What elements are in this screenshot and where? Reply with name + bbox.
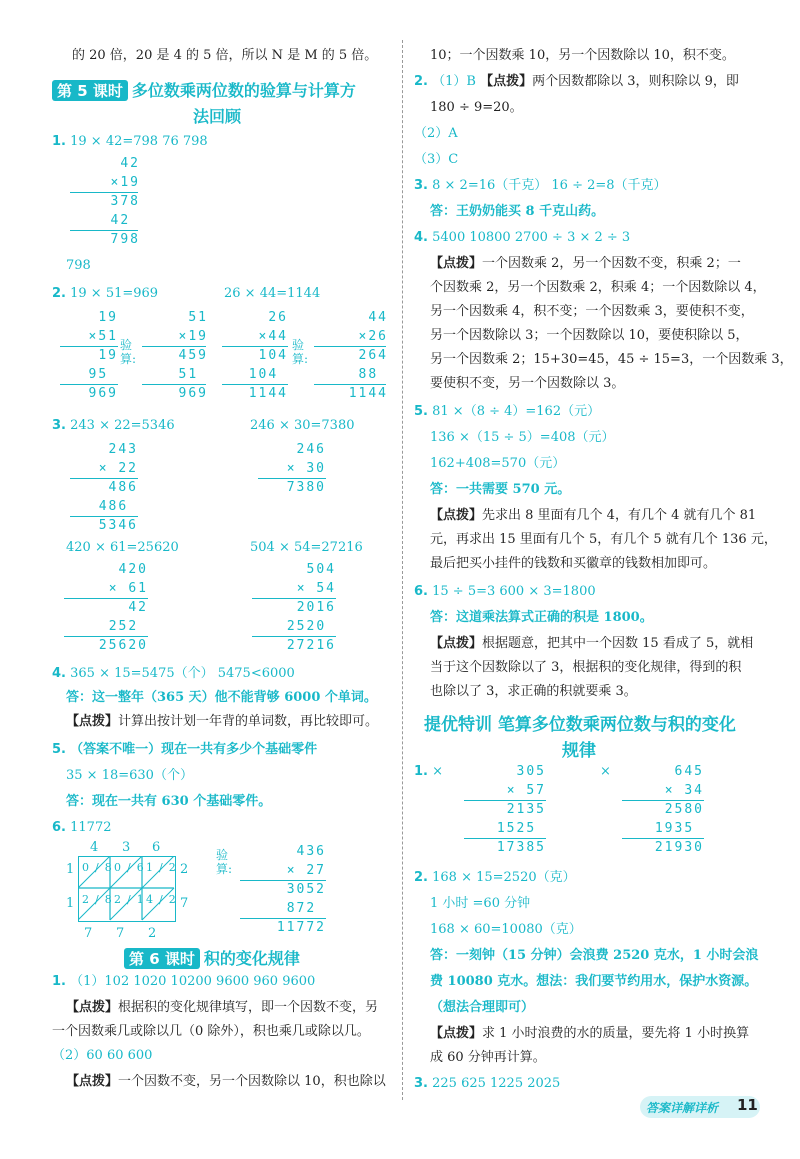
q5-calc: 35 × 18=630（个） <box>66 768 193 783</box>
text-line: 要使积不变，另一个因数除以 3。 <box>430 376 625 391</box>
t2-b: 1 小时 =60 分钟 <box>430 896 531 911</box>
t2-tip: 【点拨】求 1 小时浪费的水的质量，要先将 1 小时换算 <box>430 1026 750 1041</box>
q3: 3. 8 × 2=16（千克） 16 ÷ 2=8（千克） <box>414 178 667 193</box>
t1-mark-b: × <box>600 764 611 779</box>
q6-calc: 436 × 27 3052 872 11772 <box>276 844 326 935</box>
q5-answer: 答：一共需要 570 元。 <box>430 482 571 497</box>
q5-answer: 答：现在一共有 630 个基础零件。 <box>66 794 272 809</box>
text-line: 另一个因数除以 3；一个因数除以 10，要使积除以 5， <box>430 328 749 343</box>
q3-calc-a: 243 × 22 486 486 5346 <box>98 442 138 533</box>
t1: 1. × <box>414 764 444 779</box>
text-line: 个因数乘 2，另一个因数乘 2，积乘 4；一个因数除以 4， <box>430 280 766 295</box>
verify-label: 验算: <box>292 338 309 366</box>
q3-calc-d: 504 × 54 2016 2520 27216 <box>286 562 336 653</box>
q6-tip: 【点拨】根据题意，把其中一个因数 15 看成了 5，就相 <box>430 636 754 651</box>
q2-calc-a: 19 ×51 19 95 969 <box>88 310 118 401</box>
t1-calc-a: 305 × 57 2135 1525 17385 <box>496 764 546 855</box>
q2-3: （3）C <box>414 152 459 167</box>
s6-q1: 1. （1）102 1020 10200 9600 960 9600 <box>52 974 316 989</box>
q3-d: 504 × 54=27216 <box>250 540 363 555</box>
section-6-title: 第 6 课时 积的变化规律 <box>124 946 300 969</box>
t2-c: 168 × 60=10080（克） <box>430 922 582 937</box>
section-title-advanced-cont: 规律 <box>562 741 596 761</box>
q6-answer: 答：这道乘法算式正确的积是 1800。 <box>430 610 653 625</box>
q4-answer: 答：这一整年（365 天）他不能背够 6000 个单词。 <box>66 690 377 705</box>
text-line: 180 ÷ 9=20。 <box>430 100 523 115</box>
t2-answer-cont: 费 10080 克水。想法：我们要节约用水，保护水资源。 <box>430 974 758 989</box>
t1-calc-b: 645 × 34 2580 1935 21930 <box>654 764 704 855</box>
q4: 4. 365 × 15=5475（个） 5475<6000 <box>52 666 295 681</box>
q4-tip: 【点拨】一个因数乘 2，另一个因数不变，积乘 2；一 <box>430 256 741 271</box>
text-line: 另一个因数乘 4，积不变；一个因数乘 3，要使积不变， <box>430 304 754 319</box>
q3-calc-c: 420 × 61 42 252 25620 <box>98 562 148 653</box>
q2-calc-b: 51 ×19 459 51 969 <box>178 310 208 401</box>
verify-label: 验算: <box>216 848 233 876</box>
q1: 1. 19 × 42=798 76 798 <box>52 134 208 149</box>
q3-answer: 答：王奶奶能买 8 千克山药。 <box>430 204 605 219</box>
q5: 5. （答案不唯一）现在一共有多少个基础零件 <box>52 742 318 757</box>
calc-line <box>70 192 138 193</box>
column-divider <box>402 40 403 1100</box>
q3-c: 420 × 61=25620 <box>66 540 179 555</box>
q6: 6. 15 ÷ 5=3 600 × 3=1800 <box>414 584 596 599</box>
q1-vertical-calc: 42 ×19 378 42 798 <box>110 156 140 247</box>
section-5-title-cont: 法回顾 <box>193 107 242 126</box>
text-line: 成 60 分钟再计算。 <box>430 1050 546 1065</box>
q2: 2. 19 × 51=969 <box>52 286 159 301</box>
q2-b: 26 × 44=1144 <box>224 286 321 301</box>
q5: 5. 81 ×（8 ÷ 4）=162（元） <box>414 404 601 419</box>
q2: 2. （1）B 【点拨】两个因数都除以 3，则积除以 9，即 <box>414 74 739 89</box>
verify-label: 验算: <box>120 338 137 366</box>
q4-tip: 【点拨】计算出按计划一年背的单词数，再比较即可。 <box>66 714 379 729</box>
s6-q1-tip: 【点拨】根据积的变化规律填写，即一个因数不变，另 <box>66 1000 379 1015</box>
t2: 2. 168 × 15=2520（克） <box>414 870 576 885</box>
q6: 6. 11772 <box>52 820 112 835</box>
q5-tip: 【点拨】先求出 8 里面有几个 4，有几个 4 就有几个 81 <box>430 508 757 523</box>
q2-calc-d: 44 ×26 264 88 1144 <box>348 310 388 401</box>
calc-line <box>70 230 138 231</box>
q2-calc-c: 26 ×44 104 104 1144 <box>248 310 288 401</box>
q3-b: 246 × 30=7380 <box>250 418 355 433</box>
q3-calc-b: 246 × 30 7380 <box>286 442 326 495</box>
text-line: 一个因数乘几或除以几（0 除外），积也乘几或除以几。 <box>52 1024 370 1039</box>
q4: 4. 5400 10800 2700 ÷ 3 × 2 ÷ 3 <box>414 230 631 245</box>
q2-2: （2）A <box>414 126 458 141</box>
s6-q1-tip2: 【点拨】一个因数不变，另一个因数除以 10，积也除以 <box>66 1074 386 1089</box>
text-line: 当于这个因数除以了 3，根据积的变化规律，得到的积 <box>430 660 742 675</box>
text-line: 的 20 倍，20 是 4 的 5 倍，所以 N 是 M 的 5 倍。 <box>72 48 378 63</box>
text-line: 另一个因数乘 2；15+30=45，45 ÷ 15=3，一个因数乘 3， <box>430 352 793 367</box>
footer-label: 答案详解详析 <box>646 1101 719 1115</box>
section-title-advanced: 提优特训 笔算多位数乘两位数与积的变化 <box>424 715 736 735</box>
page-number: 11 <box>737 1096 758 1114</box>
q5-calc-c: 162+408=570（元） <box>430 456 566 471</box>
text-line: 也除以了 3，求正确的积就要乘 3。 <box>430 684 637 699</box>
t2-answer: 答：一刻钟（15 分钟）会浪费 2520 克水，1 小时会浪 <box>430 948 759 963</box>
t2-answer-note: （想法合理即可） <box>430 1000 535 1015</box>
t3: 3. 225 625 1225 2025 <box>414 1076 561 1091</box>
q5-calc-b: 136 ×（15 ÷ 5）=408（元） <box>430 430 615 445</box>
text-line: 最后把买小挂件的钱数和买徽章的钱数相加即可。 <box>430 556 717 571</box>
q1-answer: 798 <box>66 258 91 273</box>
section-tag: 第 6 课时 <box>124 948 200 969</box>
text-line: 元，再求出 15 里面有几个 5，有几个 5 就有几个 136 元， <box>430 532 777 547</box>
q3: 3. 243 × 22=5346 <box>52 418 175 433</box>
text-line: 10；一个因数乘 10，另一个因数除以 10，积不变。 <box>430 48 735 63</box>
s6-q1-2: （2）60 60 600 <box>52 1048 153 1063</box>
section-tag: 第 5 课时 <box>52 80 128 101</box>
section-5-title: 第 5 课时 多位数乘两位数的验算与计算方 <box>52 78 356 101</box>
